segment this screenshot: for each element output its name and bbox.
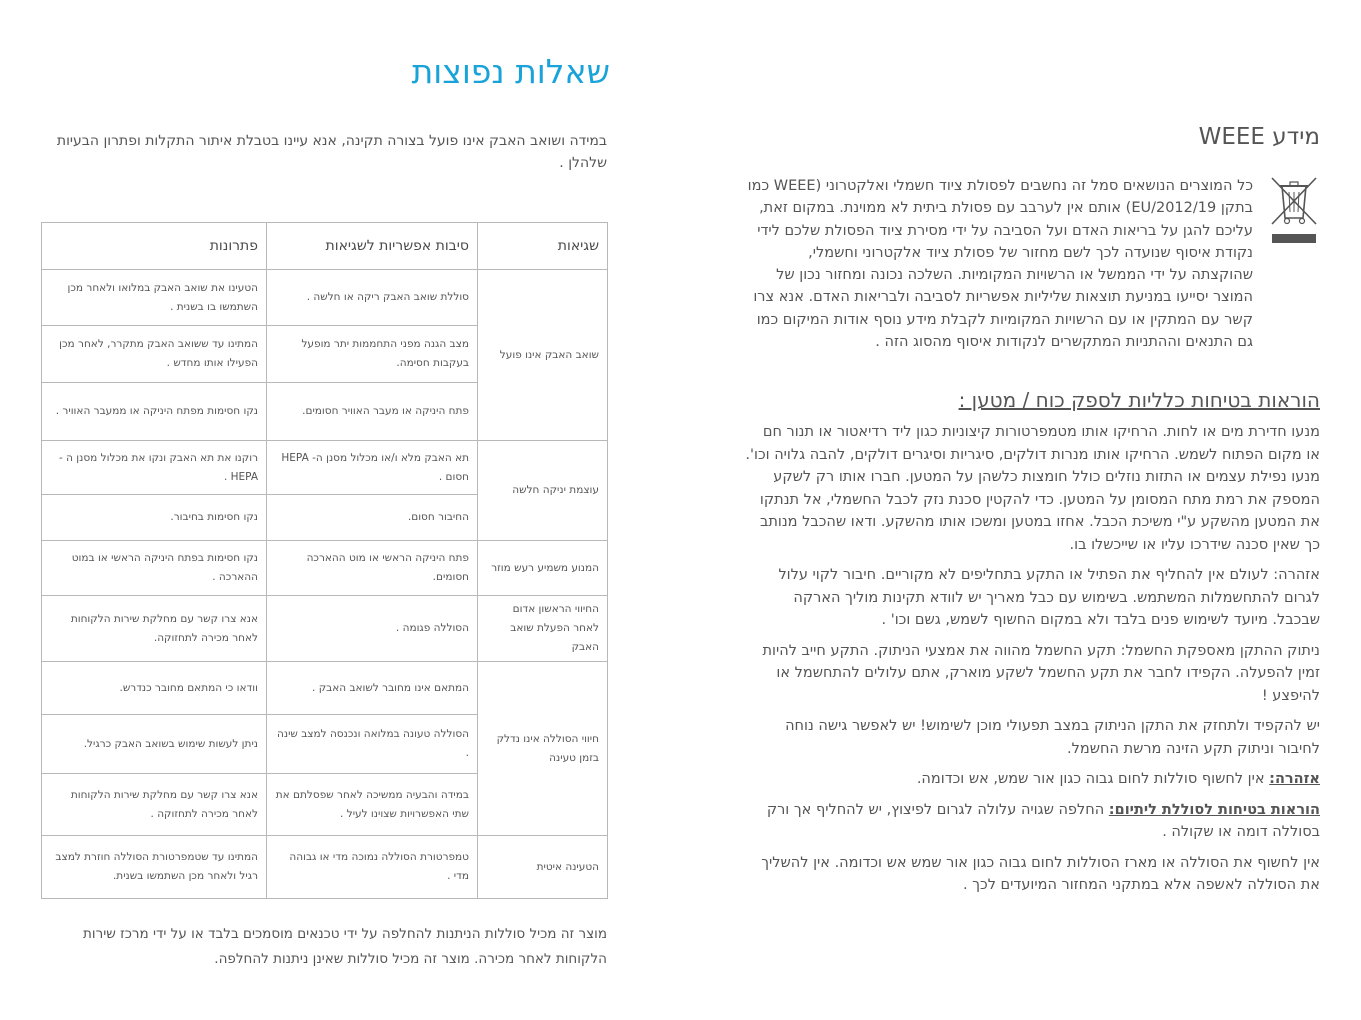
table-row: [42, 270, 608, 326]
error-cell: הטעינה איטית: [478, 836, 608, 899]
weee-title: מידע WEEE: [1198, 124, 1320, 150]
table-row: [42, 541, 608, 596]
lithium-text: החלפה שגויה עלולה לגרום לפיצוץ, יש להחליף אך ורק בסוללה דומה או שקולה .: [766, 801, 1320, 840]
header-errors: שגיאות: [478, 223, 608, 270]
error-cell: עוצמת יניקה חלשה: [478, 441, 608, 541]
table-header-row: [42, 223, 608, 270]
solution-cell: נקו חסימות מפתח היניקה או ממעבר האוויר .: [42, 383, 267, 441]
cause-cell: סוללת שואב האבק ריקה או חלשה .: [267, 270, 478, 326]
error-cell: שואב האבק אינו פועל: [478, 270, 608, 441]
solution-cell: הטעינו את שואב האבק במלואו ולאחר מכן השתמשו בו בשנית .: [42, 270, 267, 326]
header-solutions: פתרונות: [42, 223, 267, 270]
safety-paragraph: יש להקפיד ולתחזק את התקן הניתוק במצב תפעולי מוכן לשימוש! יש לאפשר גישה נוחה לחיבור וניתוק תקע הזינה מרשת החשמל.: [785, 718, 1320, 757]
crossed-out-wheelie-bin-icon: [1269, 176, 1319, 244]
page-title: שאלות נפוצות: [411, 52, 610, 91]
solution-cell: ניתן לעשות שימוש בשואב האבק כרגיל.: [42, 715, 267, 774]
safety-paragraph: מנעו חדירת מים או לחות. הרחיקו אותו מטמפרטורות קיצוניות כגון ליד רדיאטור או תנור חם או מקום הפתוח לשמש. הרחיקו אותו מנרות דולקים, סיגריות וסיגרים דולקים, להבה גלויה וכו'. מנעו נפילת עצמים או התזות נוזלים כולל חומצות כלשהן על המטען. חברו אותו רק לשקע המספק את רמת מתח המסומן על המטען. כדי להקטין סכנת נזק לכבל החשמלי, אל תנתקו את המטען מהשקע ע"י משיכת הכבל. אחזו במטען ומשכו אותו מהשקע. ודאו שהכבל מנותב כך שאין סכנה שידרכו עליו או שייכשלו בו.: [745, 424, 1320, 553]
safety-instructions: [745, 421, 1320, 905]
safety-heading: הוראות בטיחות כלליות לספק כוח / מטען :: [958, 388, 1320, 412]
cause-cell: מצב הגנה מפני התחממות יתר מופעל בעקבות חסימה.: [267, 326, 478, 383]
table-row: [42, 596, 608, 662]
warning-label: אזהרה:: [1269, 771, 1320, 787]
table-row: [42, 441, 608, 495]
cause-cell: הסוללה פגומה .: [267, 596, 478, 662]
battery-note: מוצר זה מכיל סוללות הניתנות להחלפה על ידי טכנאים מוסמכים בלבד או על ידי מרכז שירות הלקוחות לאחר מכירה. מוצר זה מכיל סוללות שאינן ניתנות להחלפה.: [83, 926, 607, 967]
header-causes: סיבות אפשריות לשגיאות: [267, 223, 478, 270]
cause-cell: המתאם אינו מחובר לשואב האבק .: [267, 662, 478, 715]
solution-cell: וודאו כי המתאם מחובר כנדרש.: [42, 662, 267, 715]
intro-paragraph: במידה ושואב האבק אינו פועל בצורה תקינה, אנא עיינו בטבלת איתור התקלות ופתרון הבעיות שלהלן .: [56, 133, 607, 171]
weee-paragraph: כל המוצרים הנושאים סמל זה נחשבים לפסולת ציוד חשמלי ואלקטרוני (WEEE כמו בתקן 2012/19/EU) אותם אין לערבב עם פסולת ביתית לא ממוינת. במקום זאת, עליכם להגן על בריאות האדם ועל הסביבה על ידי מסירת ציוד הפסולת שלכם לידי נקודת איסוף שנועדה לכך לשם מחזור של פסולת ציוד אלקטרוני וחשמלי, שהוקצתה על ידי הממשל או הרשויות המקומיות. השלכה נכונה ומחזור נכון של המוצר יסייעו במניעת תוצאות שליליות אפשריות לסביבה ולבריאות האדם. אנא צרו קשר עם המתקין או עם הרשויות המקומיות לקבלת מידע נוסף אודות המיקום כמו גם התנאים וההתניות המתקשרים לנקודות איסוף מהסוג הזה .: [747, 178, 1253, 351]
warning-paragraph: [745, 768, 1320, 791]
cause-cell: פתח היניקה הראשי או מוט ההארכה חסומים.: [267, 541, 478, 596]
cause-cell: הסוללה טעונה במלואה ונכנסה למצב שינה .: [267, 715, 478, 774]
safety-paragraph: ניתוק ההתקן מאספקת החשמל: תקע החשמל מהווה את אמצעי הניתוק. התקע חייב להיות זמין להפעלה. הקפידו לחבר את תקע החשמל לשקע מוארק, אתם עלולים להתחשמל או להיפצע !: [762, 642, 1320, 704]
error-cell: החיווי הראשון אדום לאחר הפעלת שואב האבק: [478, 596, 608, 662]
safety-paragraph: אין לחשוף את הסוללה או מארז הסוללות לחום גבוה כגון אור שמש אש וכדומה. אין להשליך את הסוללה לאשפה אלא במתקני המחזור המיועדים לכך .: [761, 854, 1320, 893]
error-cell: המנוע משמיע רעש מוזר: [478, 541, 608, 596]
solution-cell: נקו חסימות בחיבור.: [42, 495, 267, 541]
cause-cell: החיבור חסום.: [267, 495, 478, 541]
solution-cell: רוקנו את תא האבק ונקו את מכלול מסנן ה -HEPA .: [42, 441, 267, 495]
table-row: [42, 836, 608, 899]
lithium-paragraph: [745, 799, 1320, 844]
error-cell: חיווי הסוללה אינו נדלק בזמן טעינה: [478, 662, 608, 836]
solution-cell: אנא צרו קשר עם מחלקת שירות הלקוחות לאחר מכירה לתחזוקה .: [42, 774, 267, 836]
cause-cell: במידה והבעיה ממשיכה לאחר שפסלתם את שתי האפשרויות שצוינו לעיל .: [267, 774, 478, 836]
troubleshooting-table: [41, 222, 608, 899]
cause-cell: טמפרטורת הסוללה נמוכה מדי או גבוהה מדי .: [267, 836, 478, 899]
cause-cell: פתח היניקה או מעבר האוויר חסומים.: [267, 383, 478, 441]
cause-cell: תא האבק מלא ו/או מכלול מסנן ה- HEPA חסום .: [267, 441, 478, 495]
solution-cell: המתינו עד ששואב האבק מתקרר, לאחר מכן הפעילו אותו מחדש .: [42, 326, 267, 383]
solution-cell: המתינו עד שטמפרטורת הסוללה חוזרת למצב רגיל ולאחר מכן השתמשו בשנית.: [42, 836, 267, 899]
warning-text: אין לחשוף סוללות לחום גבוה כגון אור שמש, אש וכדומה.: [916, 771, 1270, 787]
solution-cell: אנא צרו קשר עם מחלקת שירות הלקוחות לאחר מכירה לתחזוקה.: [42, 596, 267, 662]
safety-paragraph: אזהרה: לעולם אין להחליף את הפתיל או התקע בתחליפים לא מקוריים. חיבור לקוי עלול לגרום להתחשמלות המשתמש. בשימוש עם כבל מאריך יש לוודא תקינות מוליך הארקה שבכבל. מיועד לשימוש פנים בלבד ולא במקום החשוף לשמש, גשם וכו' .: [778, 567, 1320, 628]
table-row: [42, 662, 608, 715]
solution-cell: נקו חסימות בפתח היניקה הראשי או במוט ההארכה .: [42, 541, 267, 596]
lithium-label: הוראות בטיחות לסוללת ליתיום:: [1108, 801, 1320, 818]
